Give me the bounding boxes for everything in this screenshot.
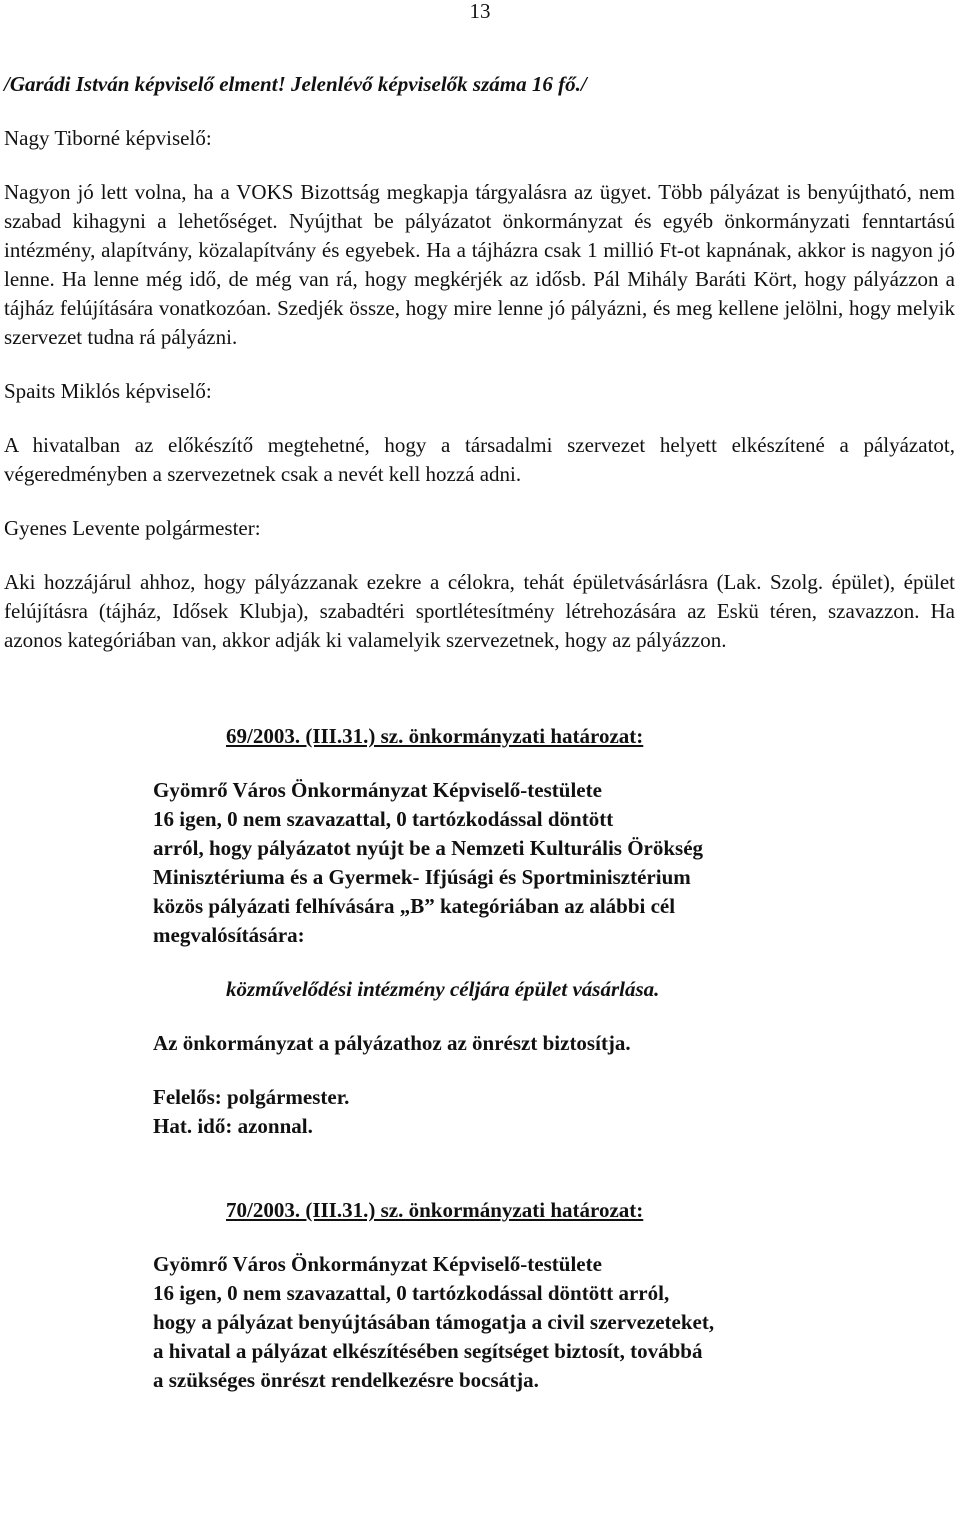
resolution-line: a szükséges önrészt rendelkezésre bocsátja. bbox=[153, 1368, 539, 1392]
resolution-responsible: Felelős: polgármester. bbox=[153, 1085, 350, 1109]
document-body bbox=[4, 70, 955, 1395]
speech-text: Nagyon jó lett volna, ha a VOKS Bizottság megkapja tárgyalásra az ügyet. Több pályázat is benyújtható, nem szabad kihagyni a lehetőséget. Nyújthat be pályázatot önkormányzat és egyéb önkormányzati fenntartású intézmény, alapítvány, közalapítvány és egyebek. Ha a tájházra csak 1 millió Ft-ot kapnának, akkor is nagyon jó lenne. Ha lenne még idő, de még van rá, hogy megkérjék az idősb. Pál Mihály Baráti Kört, hogy pályázzon a tájház felújítására vonatkozóan. Szedjék össze, hogy mire lenne jó pályázni, és meg kellene jelölni, hogy melyik szervezet tudna rá pályázni. bbox=[4, 180, 955, 349]
resolution-title: 70/2003. (III.31.) sz. önkormányzati határozat: bbox=[226, 1198, 644, 1222]
page-number: 13 bbox=[469, 0, 491, 23]
resolution-line: Gyömrő Város Önkormányzat Képviselő-testülete bbox=[153, 778, 602, 802]
resolution-line: Gyömrő Város Önkormányzat Képviselő-testülete bbox=[153, 1252, 602, 1276]
resolution-70 bbox=[153, 1196, 843, 1395]
resolution-line: Minisztériuma és a Gyermek- Ifjúsági és Sportminisztérium bbox=[153, 865, 691, 889]
resolution-69 bbox=[153, 722, 843, 1141]
resolution-text bbox=[153, 1250, 843, 1395]
speaker-name: Gyenes Levente polgármester: bbox=[4, 516, 261, 540]
resolution-goal: közművelődési intézmény céljára épület vásárlása. bbox=[226, 977, 660, 1001]
resolution-line: közös pályázati felhívására „B” kategóriában az alábbi cél bbox=[153, 894, 676, 918]
resolution-title: 69/2003. (III.31.) sz. önkormányzati határozat: bbox=[226, 724, 644, 748]
speech-text: Aki hozzájárul ahhoz, hogy pályázzanak ezekre a célokra, tehát épületvásárlásra (Lak. Szolg. épület), épület felújításra (tájház, Idősek Klubja), szabadtéri sportlétesítmény létrehozására az Eskü téren, szavazzon. Ha azonos kategóriában van, akkor adják ki valamelyik szervezetnek, hogy az pályázzon. bbox=[4, 570, 955, 652]
resolution-line: 16 igen, 0 nem szavazattal, 0 tartózkodással döntött bbox=[153, 807, 614, 831]
resolution-line: megvalósítására: bbox=[153, 923, 305, 947]
resolution-text bbox=[153, 776, 843, 950]
resolution-line: arról, hogy pályázatot nyújt be a Nemzeti Kulturális Örökség bbox=[153, 836, 704, 860]
resolution-line: a hivatal a pályázat elkészítésében segítséget biztosít, továbbá bbox=[153, 1339, 703, 1363]
speaker-name: Spaits Miklós képviselő: bbox=[4, 379, 212, 403]
resolution-own-funds: Az önkormányzat a pályázathoz az önrészt biztosítja. bbox=[153, 1031, 631, 1055]
resolution-line: hogy a pályázat benyújtásában támogatja a civil szervezeteket, bbox=[153, 1310, 715, 1334]
resolution-line: 16 igen, 0 nem szavazattal, 0 tartózkodással döntött arról, bbox=[153, 1281, 670, 1305]
speaker-name: Nagy Tiborné képviselő: bbox=[4, 126, 212, 150]
attendance-note: /Garádi István képviselő elment! Jelenlévő képviselők száma 16 fő./ bbox=[4, 72, 587, 96]
resolution-deadline: Hat. idő: azonnal. bbox=[153, 1114, 313, 1138]
speech-text: A hivatalban az előkészítő megtehetné, hogy a társadalmi szervezet helyett elkészítené a pályázatot, végeredményben a szervezetnek csak a nevét kell hozzá adni. bbox=[4, 433, 955, 486]
